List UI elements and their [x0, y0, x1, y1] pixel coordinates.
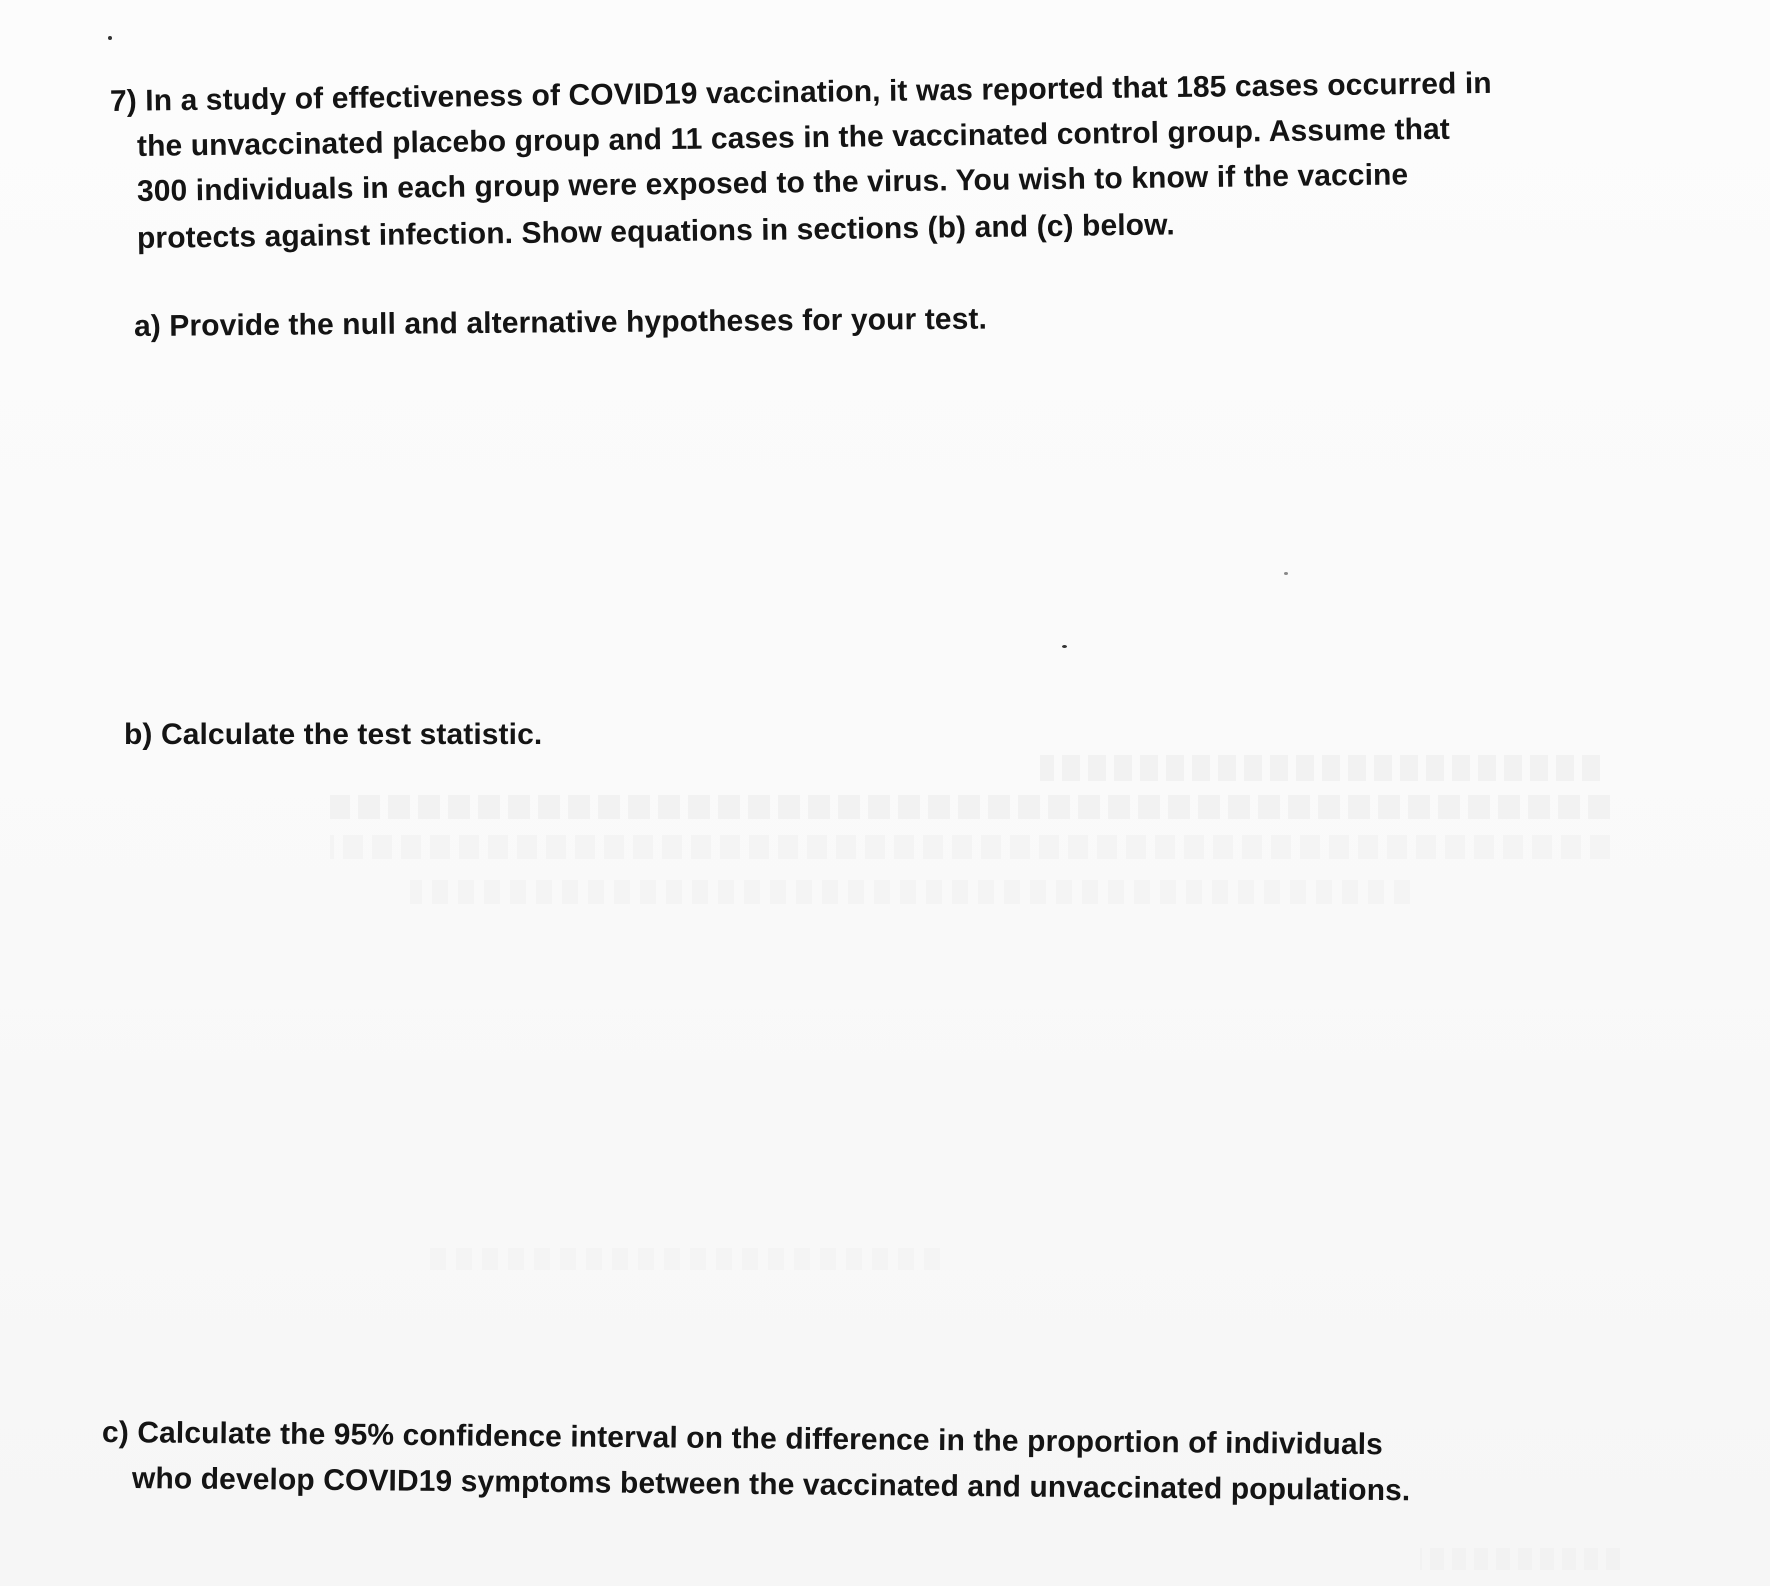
part-a-prompt: a) Provide the null and alternative hypotheses for your test. [133, 302, 988, 343]
question-line: 300 individuals in each group were exposed to the virus. You wish to know if the vaccine [136, 158, 1409, 208]
bleed-through-mark [410, 880, 1410, 904]
part-c-prompt-line: who develop COVID19 symptoms between the vaccinated and unvaccinated populations. [131, 1462, 1411, 1508]
bleed-through-mark [330, 835, 1610, 859]
bleed-through-mark [330, 795, 1610, 819]
part-b-prompt: b) Calculate the test statistic. [124, 718, 543, 751]
stray-mark [108, 36, 112, 40]
question-line: the unvaccinated placebo group and 11 cases in the vaccinated control group. Assume that [136, 112, 1451, 163]
stray-mark [1284, 572, 1288, 575]
question-line: protects against infection. Show equations in sections (b) and (c) below. [136, 208, 1176, 255]
bleed-through-mark [1040, 755, 1600, 781]
bleed-through-mark [420, 1248, 940, 1270]
bleed-through-mark [1420, 1548, 1620, 1570]
stray-mark [1062, 645, 1067, 648]
part-c-prompt-line: c) Calculate the 95% confidence interval on the difference in the proportion of individuals [101, 1416, 1384, 1462]
question-line: 7) In a study of effectiveness of COVID19 vaccination, it was reported that 185 cases occurred in [109, 66, 1492, 118]
